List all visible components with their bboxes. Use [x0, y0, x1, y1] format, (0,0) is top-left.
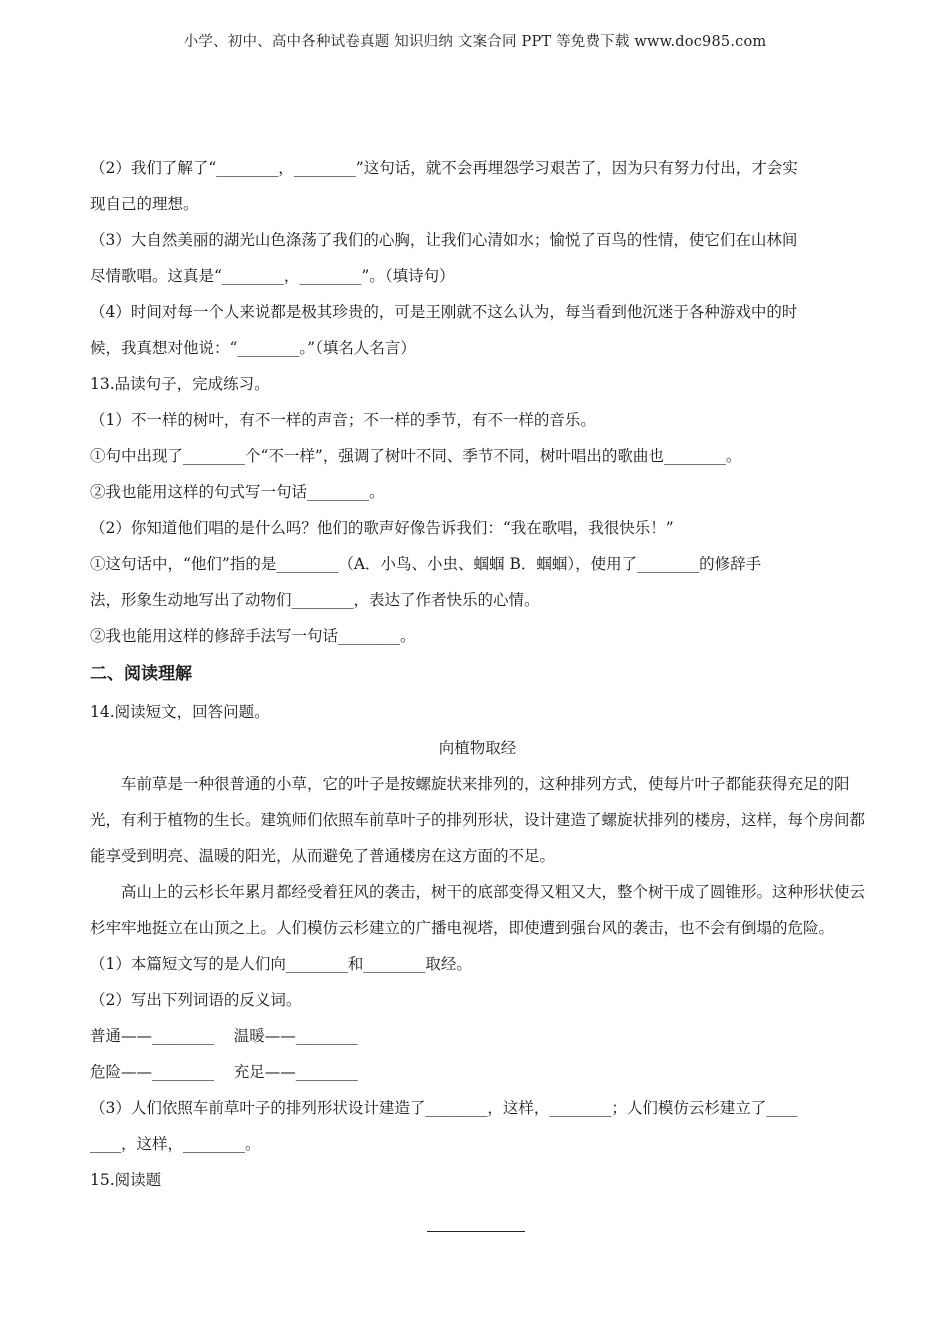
q13-1-item-i: ①句中出现了________个“不一样”，强调了树叶不同、季节不同，树叶唱出的歌曲也________。 — [90, 447, 742, 465]
q15-title: 15.阅读题 — [90, 1171, 162, 1189]
q12-2-line1: （2）我们了解了“________，________”这句话，就不会再埋怨学习艰苦了，因为只有努力付出，才会实 — [90, 159, 798, 177]
q14-2: （2）写出下列词语的反义词。 — [90, 991, 302, 1009]
q12-4-line1: （4）时间对每一个人来说都是极其珍贵的，可是王刚就不这么认为，每当看到他沉迷于各种游戏中的时 — [90, 303, 798, 321]
q14-2-antonyms-row1: 普通——________ 温暖——________ — [90, 1027, 358, 1045]
q13-2-item-ii: ②我也能用这样的修辞手法写一句话________。 — [90, 627, 416, 645]
q12-2-line2: 现自己的理想。 — [90, 195, 199, 213]
passage-paragraph-1: 车前草是一种很普通的小草，它的叶子是按螺旋状来排列的，这种排列方式，使每片叶子都能获得充足的阳光，有利于植物的生长。建筑师们依照车前草叶子的排列形状，设计建造了螺旋状排列的楼房，这样，每个房间都能享受到明亮、温暖的阳光，从而避免了普通楼房在这方面的不足。 — [90, 775, 866, 865]
q13-2-item-i-line2: 法，形象生动地写出了动物们________，表达了作者快乐的心情。 — [90, 591, 540, 609]
page-header: 小学、初中、高中各种试卷真题 知识归纳 文案合同 PPT 等免费下载 www.doc985.com — [183, 34, 767, 50]
q14-3-line2: ____，这样，________。 — [90, 1135, 261, 1153]
q13-1-item-ii: ②我也能用这样的句式写一句话________。 — [90, 483, 385, 501]
q14-title: 14.阅读短文，回答问题。 — [90, 703, 270, 721]
section-heading-reading: 二、阅读理解 — [90, 664, 192, 684]
q13-2-sentence: （2）你知道他们唱的是什么吗？他们的歌声好像告诉我们：“我在歌唱，我很快乐！” — [90, 519, 674, 537]
q14-2-antonyms-row2: 危险——________ 充足——________ — [90, 1063, 358, 1081]
q12-3-line2: 尽情歌唱。这真是“________，________”。（填诗句） — [90, 267, 455, 285]
q13-1-sentence: （1）不一样的树叶，有不一样的声音；不一样的季节，有不一样的音乐。 — [90, 411, 596, 429]
q12-3-line1: （3）大自然美丽的湖光山色涤荡了我们的心胸，让我们心清如水；愉悦了百鸟的性情，使它们在山林间 — [90, 231, 798, 249]
q12-4-line2: 候，我真想对他说：“________。”（填名人名言） — [90, 339, 416, 357]
q13-2-item-i-line1: ①这句话中，“他们”指的是________（A．小鸟、小虫、蝈蝈 B．蝈蝈），使用了________的修辞手 — [90, 555, 762, 573]
footer-divider — [427, 1231, 525, 1232]
document-body — [90, 150, 865, 1198]
q13-title: 13.品读句子，完成练习。 — [90, 375, 270, 393]
q14-1: （1）本篇短文写的是人们向________和________取经。 — [90, 955, 472, 973]
passage-title: 向植物取经 — [438, 739, 517, 757]
q14-3-line1: （3）人们依照车前草叶子的排列形状设计建造了________，这样，________；人们模仿云杉建立了____ — [90, 1099, 798, 1117]
passage-paragraph-2: 高山上的云杉长年累月都经受着狂风的袭击，树干的底部变得又粗又大，整个树干成了圆锥形。这种形状使云杉牢牢地挺立在山顶之上。人们模仿云杉建立的广播电视塔，即使遭到强台风的袭击，也不会有倒塌的危险。 — [90, 883, 866, 937]
